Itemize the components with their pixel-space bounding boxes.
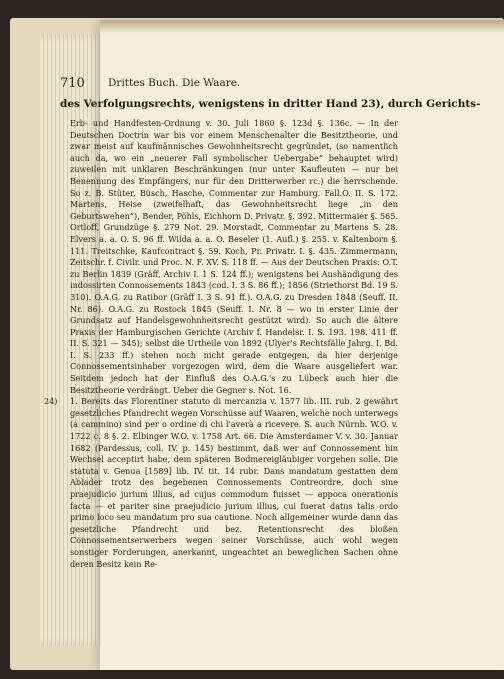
main-text-line: des Verfolgungsrechts, wenigstens in dritter Hand 23), durch Gerichts-	[60, 98, 481, 110]
page-shadow	[100, 20, 504, 34]
footnote-paragraph-2: 1. Bereits das Florentiner statuto di mercanzia v. 1577 lib. III. rub. 2 gewährt gesetzliches Pfandrecht wegen Vorschüsse auf Waaren, welche noch unterwegs (a cammino) sind per o ordine di chi l'averà a ricevere. S. auch Nürnb. W.O. v. 1722 c. 8 §. 2. Elbinger W.O. v. 1758 Art. 66. Die Amsterdamer V. v. 30. Januar 1682 (Pardessus, coll. IV. p. 145) bestimmt, daß wer auf Connossement hin Wechsel acceptirt habe, dem späteren Bodmereigläubiger vorgehen solle. Die statuta v. Genua [1589] lib. IV. tit. 14 rubr. Dans mandatum gestatten dem Ablader trotz des begebenen Connossements Contreordre, doch sine praejudicio jurium illius, ad cujus commodum fuisset — appoca onerationis facta — et pariter sine praejudicio jurium illius, cui fuerat datus talis ordo primo loco seu mandatum pro sua cautione. Noch allgemeiner wurde dann das gesetzliche Pfandrecht und bez. Retentionsrecht des bloßen Connossementserwerbers wegen seiner Vorschüsse, auch wohl wegen sonstiger Forderungen, anerkannt, ungeachtet an beweglichen Sachen ohne deren Besitz kein Re-	[70, 396, 398, 569]
page-header	[60, 76, 400, 92]
footnote-24	[44, 396, 398, 570]
running-head: Drittes Buch. Die Waare.	[108, 77, 241, 89]
footnote-label: 24)	[44, 396, 58, 407]
footnote-paragraph-1: Erb- und Handfesten-Ordnung v. 30. Juli 1860 §. 123d §. 136c. — In der Deutschen Doctrin war bis vor einem Menschenalter die Besitztheorie, und zwar meist auf kaufmännisches Gewohnheitsrecht gegründet, (so namentlich auch da, wo ein „neuerer Fall symbolischer Uebergabe“ behauptet wird) zuweilen mit unklaren Beschränkungen (nur unter Kaufleuten — nur bei Benennung des Empfängers, nur für den Dritterwerber rc.) die herrschende. So z. B. Stüter, Büsch, Hasche, Commentar zur Hamburg. Fall.O. II. S. 172. Martens, Heise (zweifelhaft, das Gewohnheitsrecht liege „in den Geburtswehen“), Bender, Pöhls, Eichhorn D. Privatr. §. 392. Mittermaier §. 565. Ortloff, Grundzüge §. 279 Not. 29. Morstadt, Commentar zu Martens S. 28. Elvers a. a. O. S. 96 ff. Wilda a. a. O. Beseler (1. Aufl.) §. 255. v. Kaltenborn §. 111. Treitschke, Kaufcontract §. 59. Koch, Pr. Privatr. I. §. 435. Zimmermann, Zeitschr. f. Civilr. und Proc. N. F. XV. S. 118 ff. — Aus der Deutschen Praxis: O.T. zu Berlin 1839 (Gräff, Archiv I. 1 S. 124 ff.); wenigstens bei Aushändigung des indossirten Connossements 1843 (cod. I. 3 S. 86 ff.); 1856 (Striethorst Bd. 19 S. 310). O.A.G. zu Ratibor (Gräff I. 3 S. 91 ff.). O.A.G. zu Dresden 1848 (Seuff. II. Nr. 86). O.A.G. zu Rostock 1845 (Seuff. I. Nr. 8 — wo in erster Linie der Grundsatz auf Handelsgewohnheitsrecht gestützt wird). So auch die ältere Praxis der Hamburgischen Gerichte (Archiv f. Handelsr. I. S. 193. 198. 411 ff. II. S. 321 — 345); selbst die Urtheile von 1892 (Ulyer's Rechtsfälle Jahrg. I. Bd. I. S. 233 ff.) stehen noch nicht gerade entgegen, da hier derjenige Connossementsinhaber vorgezogen wird, dem die Waare ausgeliefert war. Seitdem jedoch hat der Einfluß des O.A.G.'s zu Lübeck auch hier die Besitztheorie verdrängt. Ueber die Gegner s. Not. 16.	[70, 118, 398, 395]
footnote-text	[44, 118, 398, 570]
page-number: 710	[60, 76, 85, 91]
